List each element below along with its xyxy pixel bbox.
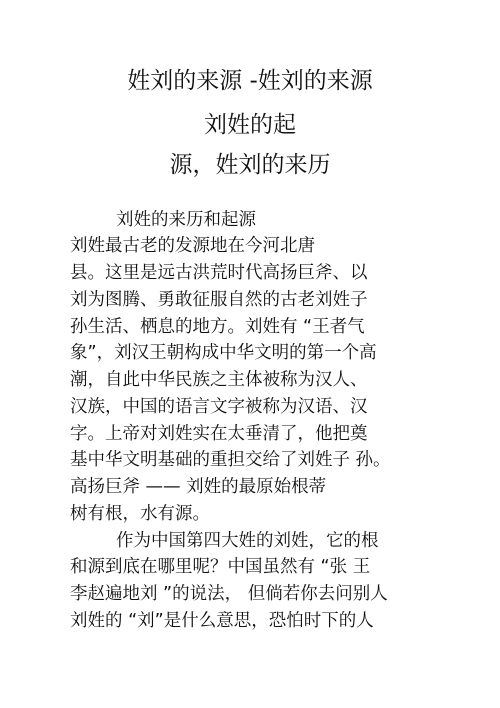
body-line: 字。上帝对刘姓实在太垂清了，他把奠 — [70, 424, 368, 444]
body-line: 刘为图腾、勇敢征服自然的古老刘姓子 — [70, 290, 368, 310]
body-line: 汉族，中国的语言文字被称为汉语、汉 — [70, 397, 368, 417]
body-line: 刘姓最古老的发源地在今河北唐 — [70, 236, 315, 256]
body-paragraph-start: 作为中国第四大姓的刘姓，它的根 — [116, 531, 379, 551]
body-line: 基中华文明基础的重担交给了刘姓子 孙。 — [70, 450, 391, 470]
body-line: 刘姓的 “刘”是什么意思，恐怕时下的人 — [70, 611, 374, 631]
section-heading: 刘姓的来历和起源 — [116, 210, 256, 230]
document-title-line-2: 刘姓的起 — [204, 112, 296, 138]
body-line: 和源到底在哪里呢？中国虽然有 “张 王 — [70, 557, 371, 577]
document-title-line-3: 源，姓刘的来历 — [169, 152, 331, 178]
body-line: 县。这里是远古洪荒时代高扬巨斧、以 — [70, 263, 368, 283]
body-line: 树有根，水有源。 — [70, 504, 210, 524]
document-title-line-1: 姓刘的来源 -姓刘的来源 — [127, 68, 373, 94]
body-line: 象”，刘汉王朝构成中华文明的第一个高 — [70, 343, 377, 363]
body-line: 高扬巨斧 —— 刘姓的最原始根蒂 — [70, 477, 327, 497]
body-line: 李赵遍地刘 ”的说法， 但倘若你去问别人 — [70, 584, 388, 604]
body-line: 潮，自此中华民族之主体被称为汉人、 — [70, 370, 368, 390]
body-line: 孙生活、栖息的地方。刘姓有 “王者气 — [70, 317, 365, 337]
